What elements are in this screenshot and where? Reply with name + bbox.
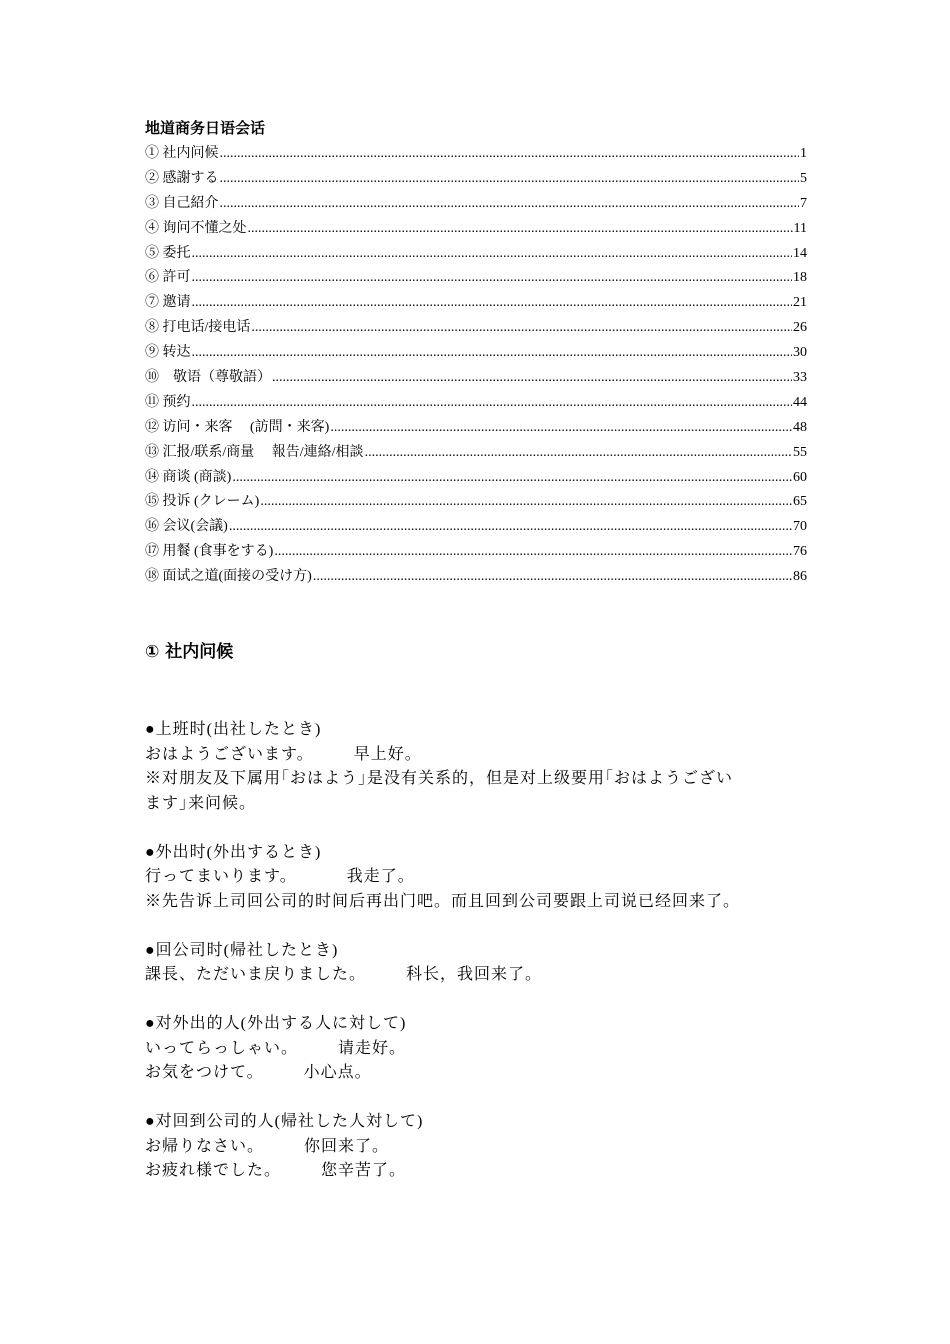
toc-entry[interactable] bbox=[145, 515, 807, 540]
toc-entry[interactable] bbox=[145, 416, 807, 441]
phrase-heading: ●回公司时(帰社したとき) bbox=[145, 941, 339, 959]
toc-label: ② 感謝する bbox=[145, 170, 219, 186]
toc-entry[interactable] bbox=[145, 565, 807, 590]
phrase-block-welcome-back bbox=[145, 1110, 807, 1184]
toc-entry[interactable] bbox=[145, 266, 807, 291]
toc-page-number: 5 bbox=[800, 170, 807, 186]
document-title: 地道商务日语会话 bbox=[145, 120, 266, 137]
toc-entry[interactable] bbox=[145, 341, 807, 366]
toc-leader bbox=[220, 142, 800, 167]
toc-page-number: 60 bbox=[793, 469, 807, 485]
toc-page-number: 55 bbox=[793, 444, 807, 460]
toc-page-number: 48 bbox=[793, 419, 807, 435]
phrase-heading: ●对外出的人(外出する人に対して) bbox=[145, 1015, 407, 1032]
toc-label: ③ 自己紹介 bbox=[145, 195, 219, 211]
phrase-line: いってらっしゃい。 请走好。 bbox=[145, 1039, 407, 1057]
toc-entry[interactable] bbox=[145, 192, 807, 217]
toc-label: ⑬ 汇报/联系/商量 報告/連絡/相談 bbox=[145, 444, 364, 460]
toc-leader bbox=[220, 192, 800, 217]
toc-entry[interactable] bbox=[145, 441, 807, 466]
document-page bbox=[145, 118, 807, 1179]
toc-leader bbox=[192, 341, 793, 366]
toc-page-number: 14 bbox=[793, 245, 807, 261]
toc-page-number: 65 bbox=[793, 494, 807, 510]
toc-label: ⑮ 投诉 (クレーム) bbox=[145, 494, 260, 510]
toc-label: ① 社内问候 bbox=[145, 146, 219, 161]
note-line: ※先告诉上司回公司的时间后再出门吧。而且回到公司要跟上司说已经回来了。 bbox=[145, 892, 741, 910]
toc-page-number: 11 bbox=[793, 220, 807, 236]
toc-entry[interactable] bbox=[145, 466, 807, 491]
phrase-line: おはようございます。 早上好。 bbox=[145, 745, 422, 763]
section-heading: ① 社内问候 bbox=[145, 642, 234, 662]
toc-entry[interactable] bbox=[145, 242, 807, 267]
toc-page-number: 18 bbox=[793, 270, 807, 286]
phrase-line: 行ってまいります。 我走了。 bbox=[145, 868, 415, 885]
toc-entry[interactable] bbox=[145, 167, 807, 192]
toc-label: ⑨ 转达 bbox=[145, 345, 191, 361]
toc-page-number: 30 bbox=[793, 345, 807, 361]
toc-leader bbox=[272, 366, 792, 391]
toc-leader bbox=[274, 540, 792, 565]
toc-entry[interactable] bbox=[145, 142, 807, 167]
toc-leader bbox=[192, 242, 793, 267]
toc-page-number: 7 bbox=[800, 195, 807, 211]
toc-entry[interactable] bbox=[145, 490, 807, 515]
phrase-block-return bbox=[145, 939, 807, 988]
toc-leader bbox=[313, 565, 792, 590]
toc-leader bbox=[220, 167, 800, 192]
toc-leader bbox=[192, 391, 793, 416]
toc-leader bbox=[251, 316, 792, 341]
toc-label: ⑫ 访问・来客 (訪問・来客) bbox=[145, 419, 330, 435]
toc-page-number: 26 bbox=[793, 320, 807, 336]
toc-label: ⑰ 用餐 (食事をする) bbox=[145, 544, 274, 560]
phrase-line: お気をつけて。 小心点。 bbox=[145, 1064, 372, 1081]
toc-page-number: 33 bbox=[793, 370, 807, 386]
toc-label: ⑤ 委托 bbox=[145, 245, 191, 261]
phrase-heading: ●外出时(外出するとき) bbox=[145, 843, 322, 861]
phrase-line: お帰りなさい。 你回来了。 bbox=[145, 1137, 390, 1155]
toc-label: ⑧ 打电话/接电话 bbox=[145, 320, 251, 336]
toc-entry[interactable] bbox=[145, 316, 807, 341]
phrase-heading: ●对回到公司的人(帰社した人対して) bbox=[145, 1113, 424, 1130]
toc-page-number: 1 bbox=[800, 146, 807, 161]
toc-leader bbox=[192, 291, 793, 316]
toc-leader bbox=[229, 515, 792, 540]
note-line: ます｣来问候。 bbox=[145, 794, 257, 812]
phrase-block-leave bbox=[145, 841, 807, 915]
toc-label: ④ 询问不懂之处 bbox=[145, 220, 247, 236]
table-of-contents bbox=[145, 142, 807, 590]
toc-label: ⑩ 敬语（尊敬語） bbox=[145, 370, 271, 386]
toc-entry[interactable] bbox=[145, 366, 807, 391]
toc-leader bbox=[248, 217, 793, 242]
note-line: ※对朋友及下属用｢おはよう｣是没有关系的，但是对上级要用｢おはようござい bbox=[145, 770, 734, 787]
phrase-block-arrive bbox=[145, 718, 807, 816]
toc-page-number: 76 bbox=[793, 544, 807, 560]
toc-label: ⑪ 预约 bbox=[145, 394, 191, 410]
toc-label: ⑦ 邀请 bbox=[145, 295, 191, 311]
toc-leader bbox=[192, 266, 793, 291]
toc-entry[interactable] bbox=[145, 291, 807, 316]
toc-leader bbox=[260, 490, 792, 515]
phrase-block-see-off bbox=[145, 1012, 807, 1086]
toc-page-number: 21 bbox=[793, 295, 807, 311]
toc-leader bbox=[365, 441, 792, 466]
toc-label: ⑱ 面试之道(面接の受け方) bbox=[145, 569, 312, 585]
toc-page-number: 70 bbox=[793, 519, 807, 535]
phrase-line: お疲れ様でした。 您辛苦了。 bbox=[145, 1162, 407, 1179]
toc-leader bbox=[330, 416, 792, 441]
toc-label: ⑯ 会议(会議) bbox=[145, 519, 228, 535]
toc-entry[interactable] bbox=[145, 540, 807, 565]
section-body bbox=[145, 718, 807, 1208]
toc-label: ⑭ 商谈 (商談) bbox=[145, 469, 232, 485]
toc-page-number: 44 bbox=[793, 394, 807, 410]
toc-page-number: 86 bbox=[793, 569, 807, 585]
phrase-line: 課長、ただいま戻りました。 科长，我回来了。 bbox=[145, 966, 543, 983]
phrase-heading: ●上班时(出社したとき) bbox=[145, 721, 322, 738]
toc-label: ⑥ 許可 bbox=[145, 270, 191, 286]
toc-entry[interactable] bbox=[145, 391, 807, 416]
toc-entry[interactable] bbox=[145, 217, 807, 242]
toc-leader bbox=[232, 466, 792, 491]
